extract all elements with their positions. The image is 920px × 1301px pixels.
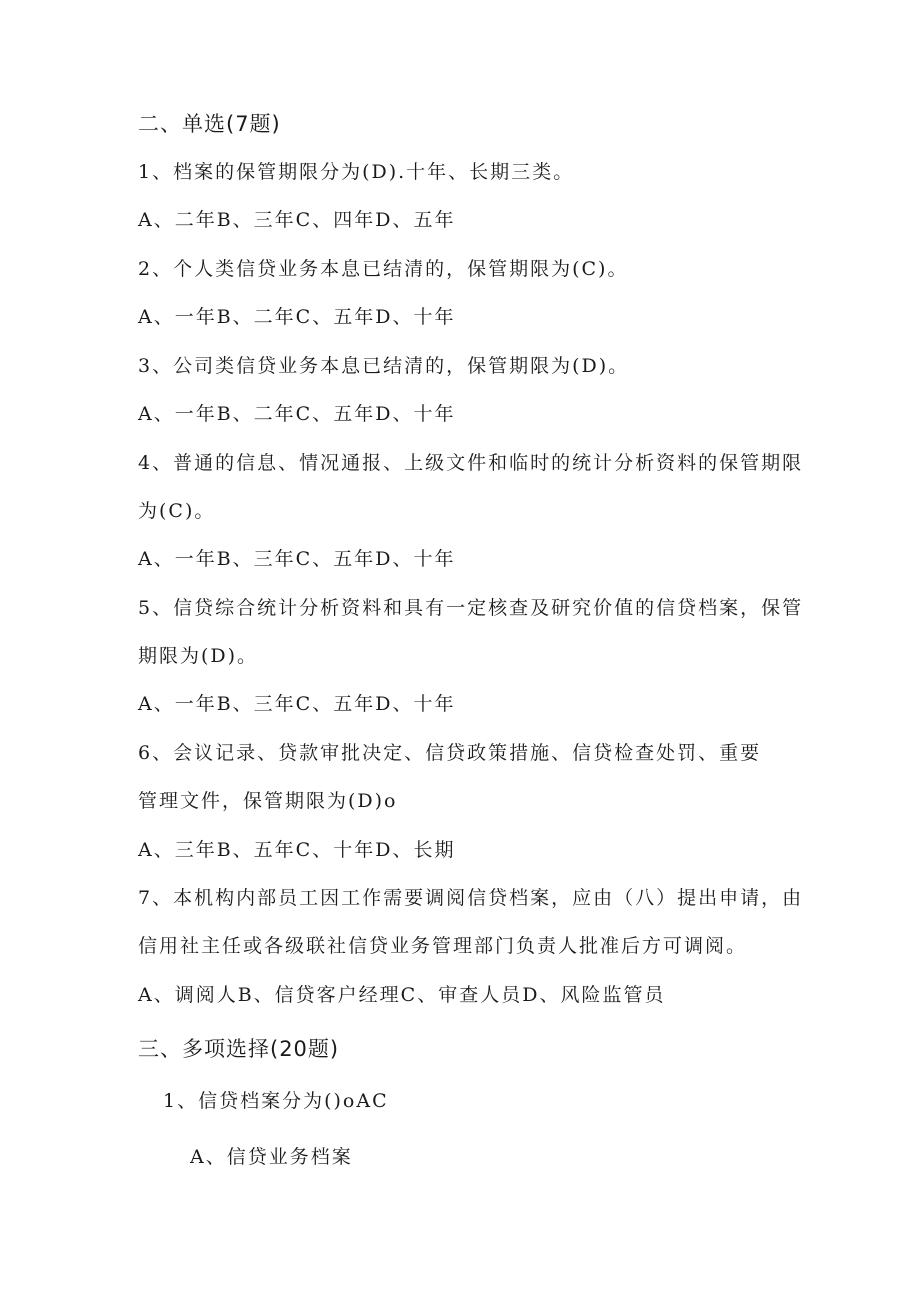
question-5-text-line1: 5、信贷综合统计分析资料和具有一定核查及研究价值的信贷档案，保管 [138,597,804,619]
section-heading-single-choice: 二、单选(7题) [138,112,281,136]
question-2-options: A、一年B、二年C、五年D、十年 [138,306,456,328]
section-heading-multiple-choice: 三、多项选择(20题) [138,1037,340,1061]
mc-question-1-text: 1、信贷档案分为()oAC [163,1090,389,1112]
question-2-text: 2、个人类信贷业务本息已结清的，保管期限为(C)。 [138,258,629,280]
question-6-text-line1: 6、会议记录、贷款审批决定、信贷政策措施、信贷检查处罚、重要 [138,742,762,764]
question-7-text-line1: 7、本机构内部员工因工作需要调阅信贷档案，应由（八）提出申请，由 [138,887,804,909]
question-1-text: 1、档案的保管期限分为(D).十年、长期三类。 [138,161,575,183]
question-3-options: A、一年B、二年C、五年D、十年 [138,403,456,425]
question-4-text-line2: 为(C)。 [138,500,216,522]
question-6-text-line2: 管理文件，保管期限为(D)o [138,790,398,812]
question-6-options: A、三年B、五年C、十年D、长期 [138,839,456,861]
question-7-options: A、调阅人B、信贷客户经理C、审查人员D、风险监管员 [138,984,666,1006]
question-7-text-line2: 信用社主任或各级联社信贷业务管理部门负责人批准后方可调阅。 [138,935,748,957]
question-5-options: A、一年B、三年C、五年D、十年 [138,693,456,715]
mc-question-1-option-a: A、信贷业务档案 [190,1146,353,1168]
question-4-text-line1: 4、普通的信息、情况通报、上级文件和临时的统计分析资料的保管期限 [138,452,804,474]
question-3-text: 3、公司类信贷业务本息已结清的，保管期限为(D)。 [138,355,630,377]
question-1-options: A、二年B、三年C、四年D、五年 [138,209,456,231]
question-5-text-line2: 期限为(D)。 [138,645,259,667]
question-4-options: A、一年B、三年C、五年D、十年 [138,548,456,570]
